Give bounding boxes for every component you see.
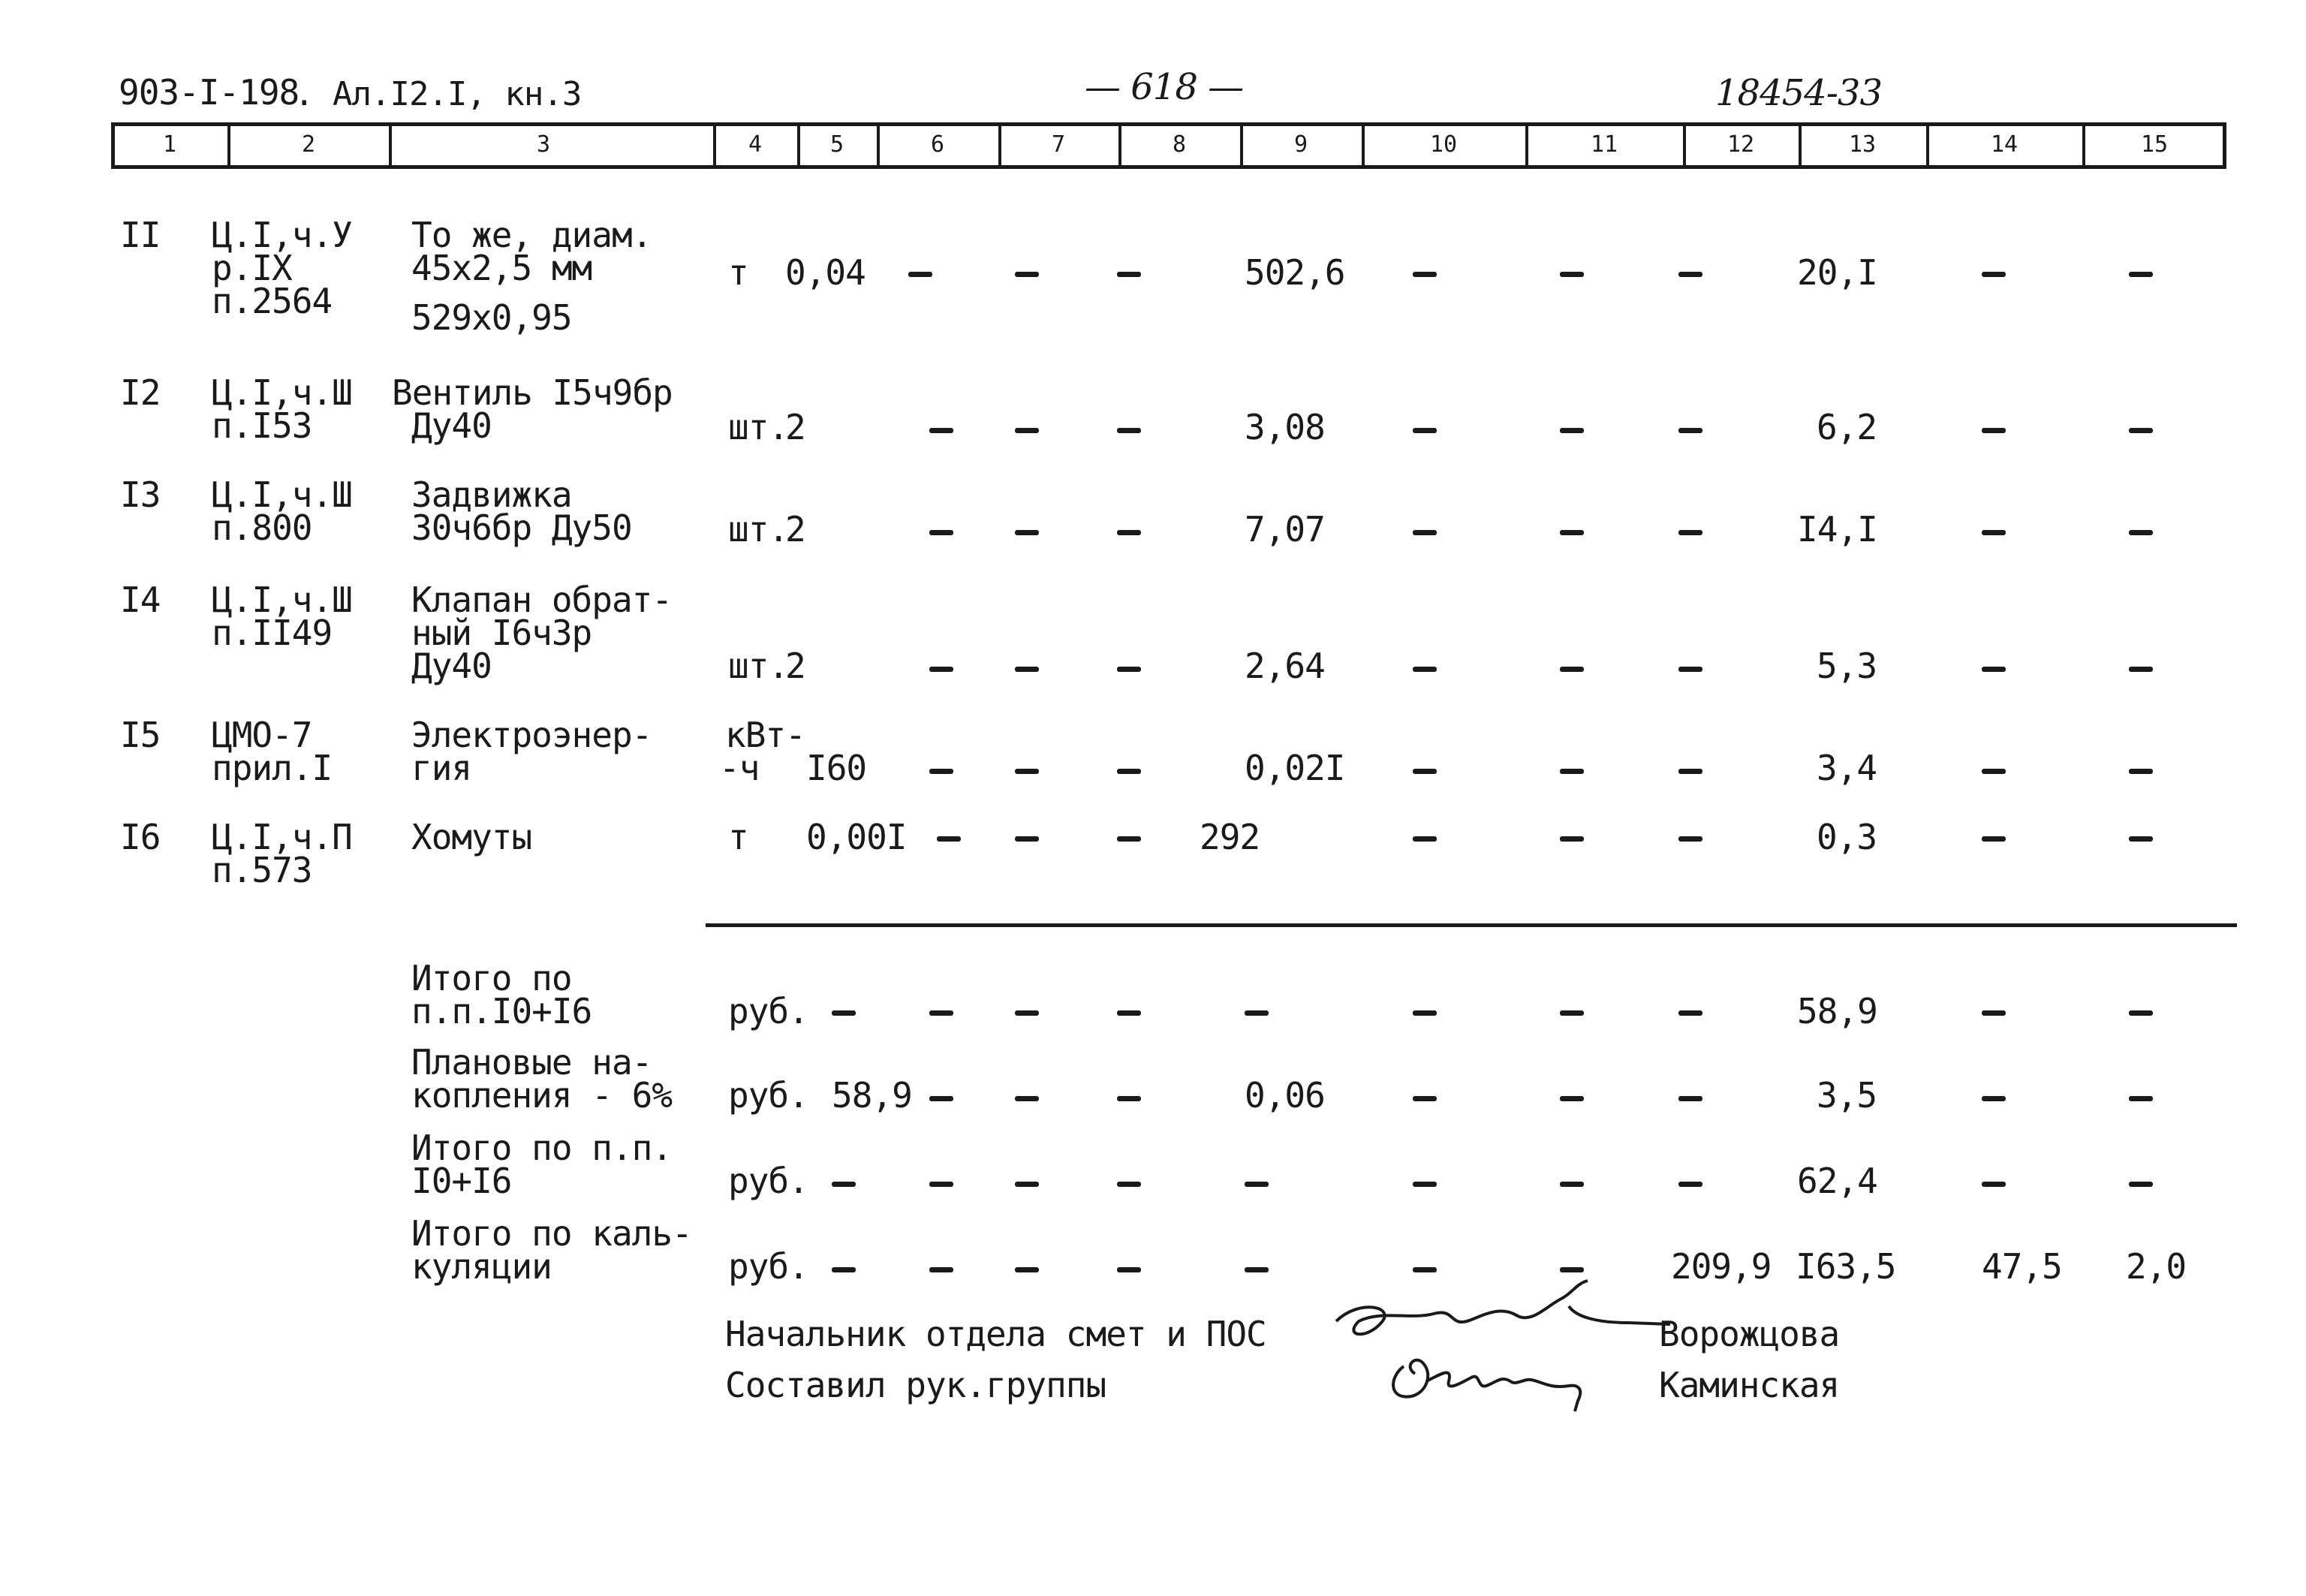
empty-cell-dash <box>1015 1010 1039 1016</box>
empty-cell-dash <box>1413 272 1437 277</box>
document-number: 18454-33 <box>1715 72 1882 114</box>
empty-cell-dash <box>1560 1010 1584 1016</box>
empty-cell-dash <box>929 769 953 774</box>
quantity: 0,04 <box>785 252 866 293</box>
empty-cell-dash <box>1560 272 1584 277</box>
quantity: 58,9 <box>832 1075 912 1116</box>
price-reference: прил.I <box>212 748 333 788</box>
item-name: ный I6ч3р <box>411 613 592 653</box>
cost-total: 20,I <box>1797 252 1877 293</box>
empty-cell-dash <box>1982 769 2006 774</box>
cost-total: 58,9 <box>1797 991 1877 1031</box>
empty-cell-dash <box>1245 1010 1269 1016</box>
column-number: 15 <box>2140 131 2169 158</box>
item-name: 45х2,5 мм <box>411 248 592 288</box>
empty-cell-dash <box>929 428 953 433</box>
unit: руб. <box>728 1246 808 1287</box>
quantity: 2 <box>785 509 805 550</box>
total-label: куляции <box>411 1246 552 1287</box>
empty-cell-dash <box>1678 836 1702 842</box>
empty-cell-dash <box>1015 769 1039 774</box>
empty-cell-dash <box>1413 1267 1437 1272</box>
unit: руб. <box>728 991 808 1031</box>
cost-total: 0,3 <box>1817 817 1877 857</box>
empty-cell-dash <box>1560 1096 1584 1101</box>
row-number: I4 <box>120 580 161 620</box>
column-number: 13 <box>1848 131 1877 158</box>
empty-cell-dash <box>2129 836 2153 842</box>
empty-cell-dash <box>1678 428 1702 433</box>
empty-cell-dash <box>1678 769 1702 774</box>
row-number: I6 <box>120 817 161 857</box>
column-divider <box>389 122 392 169</box>
empty-cell-dash <box>1560 836 1584 842</box>
empty-cell-dash <box>1015 530 1039 535</box>
column-number: 4 <box>748 131 763 158</box>
signature-role: Начальник отдела смет и ПОС <box>725 1314 1266 1354</box>
empty-cell-dash <box>1117 1096 1141 1101</box>
unit-price: 0,02I <box>1245 748 1345 788</box>
empty-cell-dash <box>1678 667 1702 672</box>
price-reference: Ц.I,ч.Ш <box>212 474 352 515</box>
empty-cell-dash <box>1117 1182 1141 1187</box>
empty-cell-dash <box>1560 530 1584 535</box>
empty-cell-dash <box>1015 1267 1039 1272</box>
item-name: Ду40 <box>411 646 492 686</box>
empty-cell-dash <box>2129 530 2153 535</box>
empty-cell-dash <box>1413 1182 1437 1187</box>
row-number: I5 <box>120 715 161 755</box>
row-number: I2 <box>120 372 161 413</box>
unit: руб. <box>728 1161 808 1201</box>
column-number: 3 <box>536 131 551 158</box>
row-number: II <box>120 215 161 255</box>
item-name: Клапан обрат- <box>411 580 673 620</box>
column-number: 6 <box>930 131 945 158</box>
column-divider <box>1926 122 1929 169</box>
empty-cell-dash <box>2129 1182 2153 1187</box>
empty-cell-dash <box>929 1010 953 1016</box>
empty-cell-dash <box>1015 1182 1039 1187</box>
column-number: 12 <box>1726 131 1755 158</box>
cost-col14: 47,5 <box>1982 1246 2062 1287</box>
empty-cell-dash <box>2129 1096 2153 1101</box>
empty-cell-dash <box>1117 667 1141 672</box>
column-number: 5 <box>829 131 844 158</box>
empty-cell-dash <box>1015 667 1039 672</box>
empty-cell-dash <box>1678 272 1702 277</box>
column-divider <box>1240 122 1243 169</box>
unit: руб. <box>728 1075 808 1116</box>
cost-total: 3,4 <box>1817 748 1877 788</box>
column-divider <box>1118 122 1121 169</box>
column-divider <box>227 122 230 169</box>
page-number: — 618 — <box>1085 66 1244 108</box>
empty-cell-dash <box>937 836 961 842</box>
column-number: 14 <box>1990 131 2019 158</box>
column-divider <box>1799 122 1802 169</box>
quantity: 0,00I <box>806 817 907 857</box>
column-divider <box>1362 122 1365 169</box>
empty-cell-dash <box>929 1096 953 1101</box>
empty-cell-dash <box>1982 272 2006 277</box>
total-label: Итого по п.п. <box>411 1128 673 1168</box>
column-divider <box>2082 122 2085 169</box>
unit: шт. <box>728 509 789 550</box>
item-name: Вентиль I5ч9бр <box>392 372 673 413</box>
empty-cell-dash <box>1413 1096 1437 1101</box>
empty-cell-dash <box>1678 1182 1702 1187</box>
empty-cell-dash <box>929 530 953 535</box>
empty-cell-dash <box>1982 836 2006 842</box>
cost-total: I63,5 <box>1796 1246 1896 1287</box>
empty-cell-dash <box>1245 1267 1269 1272</box>
empty-cell-dash <box>1117 272 1141 277</box>
total-label: Итого по <box>411 958 572 998</box>
unit-price: 502,6 <box>1245 252 1345 293</box>
empty-cell-dash <box>1117 428 1141 433</box>
unit: т <box>728 252 748 293</box>
quantity: 2 <box>785 407 805 447</box>
price-reference: Ц.I,ч.У <box>212 215 352 255</box>
empty-cell-dash <box>2129 667 2153 672</box>
price-reference: р.IX <box>212 248 292 288</box>
empty-cell-dash <box>908 272 932 277</box>
cost-col12: 209,9 <box>1671 1246 1772 1287</box>
item-name: 529х0,95 <box>411 297 572 338</box>
album-ref: . Ал.I2.I, кн.3 <box>294 75 582 113</box>
empty-cell-dash <box>2129 272 2153 277</box>
total-label: I0+I6 <box>411 1161 512 1201</box>
empty-cell-dash <box>929 1267 953 1272</box>
unit-price: 7,07 <box>1245 509 1325 550</box>
empty-cell-dash <box>1117 530 1141 535</box>
price-reference: п.800 <box>212 507 312 548</box>
price-reference: п.573 <box>212 850 312 890</box>
empty-cell-dash <box>1117 1267 1141 1272</box>
empty-cell-dash <box>1413 1010 1437 1016</box>
cost-total: I4,I <box>1797 509 1877 550</box>
unit-price: 2,64 <box>1245 646 1325 686</box>
signature-mark <box>1381 1336 1606 1419</box>
signatory-name: Каминская <box>1659 1365 1840 1405</box>
cost-total: 6,2 <box>1817 407 1877 447</box>
empty-cell-dash <box>832 1267 856 1272</box>
column-number: 10 <box>1429 131 1458 158</box>
unit-price: 0,06 <box>1245 1075 1325 1116</box>
item-name: Хомуты <box>411 817 532 857</box>
price-reference: п.I53 <box>212 405 312 446</box>
price-reference: Ц.I,ч.П <box>212 817 352 857</box>
cost-total: 62,4 <box>1797 1161 1877 1201</box>
unit: -ч <box>719 748 760 788</box>
empty-cell-dash <box>1015 272 1039 277</box>
quantity: 2 <box>785 646 805 686</box>
column-number: 9 <box>1293 131 1308 158</box>
unit: шт. <box>728 646 789 686</box>
column-number: 11 <box>1590 131 1618 158</box>
empty-cell-dash <box>1413 769 1437 774</box>
unit-price: 292 <box>1200 817 1260 857</box>
cost-total: 3,5 <box>1817 1075 1877 1116</box>
unit: т <box>728 817 748 857</box>
project-code: 903-I-198 <box>119 72 300 113</box>
cost-col15: 2,0 <box>2126 1246 2187 1287</box>
empty-cell-dash <box>1678 530 1702 535</box>
empty-cell-dash <box>832 1010 856 1016</box>
empty-cell-dash <box>1015 428 1039 433</box>
quantity: I60 <box>806 748 867 788</box>
empty-cell-dash <box>2129 428 2153 433</box>
total-label: копления - 6% <box>411 1075 673 1116</box>
empty-cell-dash <box>1678 1010 1702 1016</box>
unit: кВт- <box>725 715 805 755</box>
column-divider <box>998 122 1001 169</box>
empty-cell-dash <box>832 1182 856 1187</box>
item-name: Задвижка <box>411 474 572 515</box>
empty-cell-dash <box>1560 667 1584 672</box>
empty-cell-dash <box>929 667 953 672</box>
empty-cell-dash <box>1015 836 1039 842</box>
empty-cell-dash <box>1982 1010 2006 1016</box>
item-name: 30ч6бр Ду50 <box>411 507 632 548</box>
empty-cell-dash <box>1117 836 1141 842</box>
column-divider <box>1525 122 1528 169</box>
empty-cell-dash <box>1015 1096 1039 1101</box>
cost-total: 5,3 <box>1817 646 1877 686</box>
price-reference: Ц.I,ч.Ш <box>212 372 352 413</box>
column-number: 8 <box>1172 131 1187 158</box>
item-name: То же, диам. <box>411 215 652 255</box>
item-name: гия <box>411 748 472 788</box>
total-label: Плановые на- <box>411 1042 652 1083</box>
empty-cell-dash <box>1245 1182 1269 1187</box>
item-name: Ду40 <box>411 405 492 446</box>
empty-cell-dash <box>1678 1096 1702 1101</box>
price-reference: п.2564 <box>212 281 333 321</box>
row-number: I3 <box>120 474 161 515</box>
item-name: Электроэнер- <box>411 715 652 755</box>
empty-cell-dash <box>2129 769 2153 774</box>
empty-cell-dash <box>1560 1267 1584 1272</box>
empty-cell-dash <box>1413 530 1437 535</box>
signature-role: Составил рук.группы <box>725 1365 1106 1405</box>
empty-cell-dash <box>1982 667 2006 672</box>
price-reference: ЦМО-7 <box>212 715 312 755</box>
unit-price: 3,08 <box>1245 407 1325 447</box>
empty-cell-dash <box>1413 428 1437 433</box>
empty-cell-dash <box>1560 769 1584 774</box>
column-number: 2 <box>301 131 316 158</box>
empty-cell-dash <box>1560 428 1584 433</box>
price-reference: п.II49 <box>212 613 333 653</box>
empty-cell-dash <box>1117 1010 1141 1016</box>
column-number: 7 <box>1051 131 1066 158</box>
totals-separator <box>706 923 2237 927</box>
empty-cell-dash <box>1560 1182 1584 1187</box>
price-reference: Ц.I,ч.Ш <box>212 580 352 620</box>
empty-cell-dash <box>1982 1096 2006 1101</box>
empty-cell-dash <box>929 1182 953 1187</box>
empty-cell-dash <box>2129 1010 2153 1016</box>
empty-cell-dash <box>1982 428 2006 433</box>
total-label: Итого по каль- <box>411 1213 692 1254</box>
empty-cell-dash <box>1413 667 1437 672</box>
empty-cell-dash <box>1982 1182 2006 1187</box>
unit: шт. <box>728 407 789 447</box>
column-number: 1 <box>162 131 177 158</box>
signatory-name: Ворожцова <box>1659 1314 1840 1354</box>
column-divider <box>1683 122 1686 169</box>
empty-cell-dash <box>1413 836 1437 842</box>
empty-cell-dash <box>1982 530 2006 535</box>
total-label: п.п.I0+I6 <box>411 991 592 1031</box>
empty-cell-dash <box>1117 769 1141 774</box>
